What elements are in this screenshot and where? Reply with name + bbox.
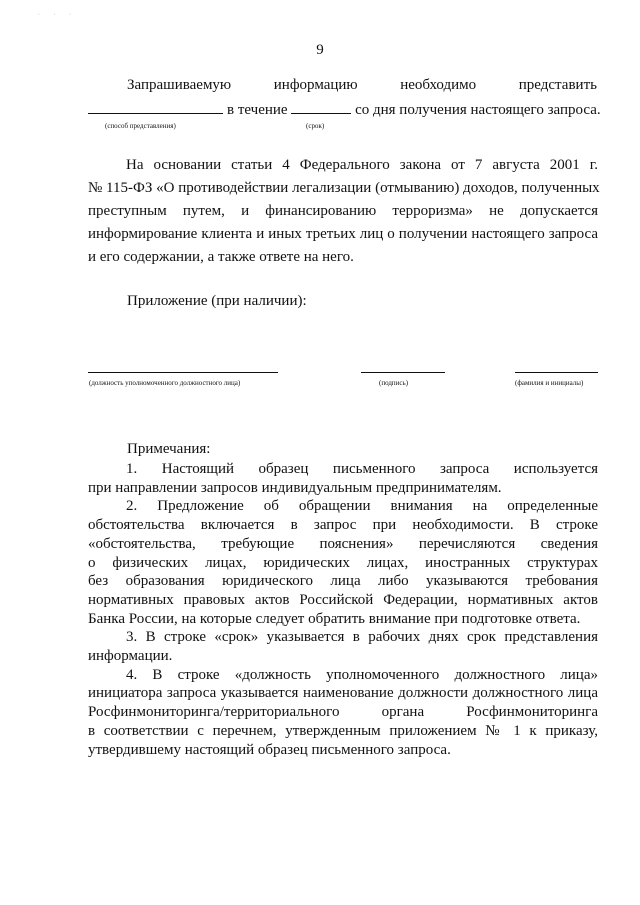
note-line: информации.: [88, 648, 173, 665]
note-line: утвердившему настоящий образец письменного запроса.: [88, 741, 451, 758]
position-signature-line[interactable]: [88, 372, 278, 373]
request-line-end: со дня получения настоящего запроса.: [355, 102, 601, 118]
term-caption: (срок): [306, 122, 325, 130]
note-line: при направлении запросов индивидуальным предпринимателям.: [88, 479, 502, 496]
method-caption: (способ представления): [105, 122, 176, 130]
basis-line: преступным путем, и финансированию терроризма» не допускается: [88, 203, 598, 219]
signature-line[interactable]: [361, 372, 445, 373]
note-line: обстоятельства включается в запрос при необходимости. В строке: [88, 517, 598, 534]
basis-line: информирование клиента и иных третьих лиц о получении настоящего запроса: [88, 226, 598, 242]
note-line: нормативных правовых актов Российской Федерации, нормативных актов: [88, 591, 598, 608]
within-label: в течение: [227, 102, 288, 118]
notes-body: [88, 460, 598, 759]
request-line-2: [88, 100, 601, 119]
name-caption: (фамилия и инициалы): [515, 379, 584, 387]
basis-paragraph: [88, 154, 598, 269]
attachment-label: Приложение (при наличии):: [127, 293, 307, 309]
method-blank-field[interactable]: [88, 100, 223, 114]
note-line: Росфинмониторинга/территориального органа Росфинмониторинга: [88, 704, 598, 721]
note-line: 1. Настоящий образец письменного запроса используется: [126, 461, 598, 477]
note-line: «обстоятельства, требующие пояснения» перечисляются сведения: [88, 535, 598, 552]
note-line: о физических лицах, юридических лицах, иностранных структурах: [88, 554, 598, 571]
request-line-1: [127, 77, 597, 94]
note-line: 2. Предложение об обращении внимания на определенные: [126, 498, 598, 515]
request-word: Запрашиваемую: [127, 77, 232, 93]
request-word: необходимо: [400, 77, 477, 93]
note-line: в соответствии с перечнем, утвержденным приложением № 1 к приказу,: [88, 722, 598, 739]
name-signature-line[interactable]: [515, 372, 598, 373]
basis-line: № 115-ФЗ «О противодействии легализации (отмыванию) доходов, полученных: [88, 180, 600, 196]
note-line: 3. В строке «срок» указывается в рабочих днях срок представления: [126, 629, 598, 646]
scan-artifact: · · ·: [38, 12, 77, 18]
note-line: инициатора запроса указывается наименование должности должностного лица: [88, 685, 598, 702]
position-caption: (должность уполномоченного должностного лица): [89, 379, 241, 387]
page-number: 9: [316, 42, 324, 58]
basis-line: На основании статьи 4 Федерального закона от 7 августа 2001 г.: [126, 157, 598, 173]
note-line: 4. В строке «должность уполномоченного должностного лица»: [126, 666, 598, 683]
request-word: представить: [518, 77, 597, 93]
term-blank-field[interactable]: [291, 100, 351, 114]
basis-line: и его содержании, а также ответе на него.: [88, 249, 354, 265]
signature-caption: (подпись): [379, 379, 409, 387]
note-line: Банка России, на которые следует обратить внимание при подготовке ответа.: [88, 610, 581, 627]
notes-heading: Примечания:: [127, 441, 211, 457]
note-line: без образования юридического лица либо указываются требования: [88, 573, 598, 590]
request-word: информацию: [273, 77, 358, 93]
